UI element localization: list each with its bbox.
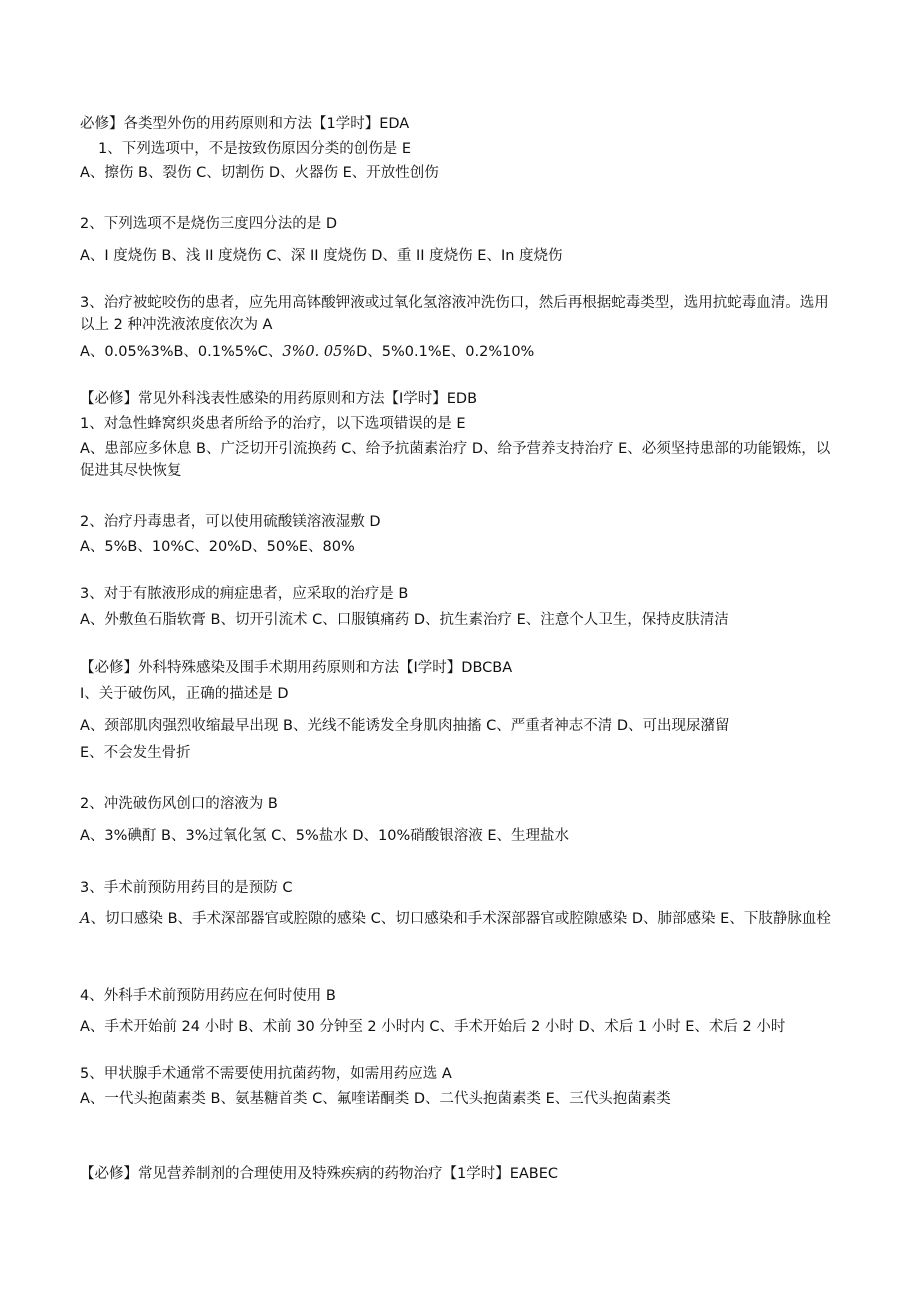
options-italic-part: 3%0. 05% [282,344,357,360]
section-1-header: 必修】各类型外伤的用药原则和方法【1学时】EDA [80,116,410,132]
question-options: A、擦伤 B、裂伤 C、切割伤 D、火器伤 E、开放性创伤 [80,165,439,181]
section-2-header: 【必修】常见外科浅表性感染的用药原则和方法【I学时】EDB [80,391,478,407]
question-stem: 2、冲洗破伤风创口的溶液为 B [80,796,278,812]
question-stem: 2、治疗丹毒患者，可以使用硫酸镁溶液湿敷 D [80,514,381,530]
question-options: A、I 度烧伤 B、浅 II 度烧伤 C、深 II 度烧伤 D、重 II 度烧伤 E、In 度烧伤 [80,248,563,264]
section-3-header: 【必修】外科特殊感染及围手术期用药原则和方法【I学时】DBCBA [80,660,513,676]
question-stem: 3、对于有脓液形成的痈症患者，应采取的治疗是 B [80,586,409,602]
question-stem: 3、手术前预防用药目的是预防 C [80,880,293,896]
options-part: A、0.05%3%B、0.1%5%C、 [80,344,283,360]
section-4-header: 【必修】常见营养制剂的合理使用及特殊疾病的药物治疗【1学时】EABEC [80,1166,559,1182]
question-options: A、患部应多休息 B、广泛切开引流换药 C、给予抗菌素治疗 D、给予营养支持治疗 E、必须坚持患部的功能锻炼，以促进其尽快恢复 [80,441,831,479]
options-part: D、5%0.1%E、0.2%10% [356,344,535,360]
question-stem: 1、对急性蜂窝织炎患者所给予的治疗，以下选项错误的是 E [80,416,466,432]
question-options: A、一代头抱菌素类 B、氨基糖首类 C、氟喹诺酮类 D、二代头抱菌素类 E、三代头抱菌素类 [80,1091,671,1107]
options-italic-part: A [80,911,91,927]
question-stem: 3、治疗被蛇咬伤的患者，应先用高钵酸钾液或过氧化氢溶液冲洗伤口，然后再根据蛇毒类型，选用抗蛇毒血清。选用以上 2 种冲洗液浓度依次为 A [80,295,829,333]
question-options: A、颈部肌肉强烈收缩最早出现 B、光线不能诱发全身肌肉抽搐 C、严重者神志不清 D、可出现尿潴留 [80,718,730,734]
question-options: A、3%碘酊 B、3%过氧化氢 C、5%盐水 D、10%硝酸银溶液 E、生理盐水 [80,828,569,844]
question-stem: 2、下列选项不是烧伤三度四分法的是 D [80,216,337,232]
question-options [80,341,534,363]
question-options: A、外敷鱼石脂软膏 B、切开引流术 C、口服镇痛药 D、抗生素治疗 E、注意个人卫生，保持皮肤清洁 [80,612,729,628]
question-stem: 1、下列选项中，不是按致伤原因分类的创伤是 E [98,141,411,157]
question-options: A、手术开始前 24 小时 B、术前 30 分钟至 2 小时内 C、手术开始后 2 小时 D、术后 1 小时 E、术后 2 小时 [80,1019,786,1035]
question-stem: 5、甲状腺手术通常不需要使用抗菌药物，如需用药应选 A [80,1066,452,1082]
question-stem: 4、外科手术前预防用药应在何时使用 B [80,988,336,1004]
question-stem: I、关于破伤风，正确的描述是 D [80,686,289,702]
question-options: E、不会发生骨折 [80,745,191,761]
options-part: 、切口感染 B、手术深部器官或腔隙的感染 C、切口感染和手术深部器官或腔隙感染 D、肺部感染 E、下肢静脉血栓 [90,911,831,927]
question-options [80,908,842,930]
question-options: A、5%B、10%C、20%D、50%E、80% [80,539,355,555]
